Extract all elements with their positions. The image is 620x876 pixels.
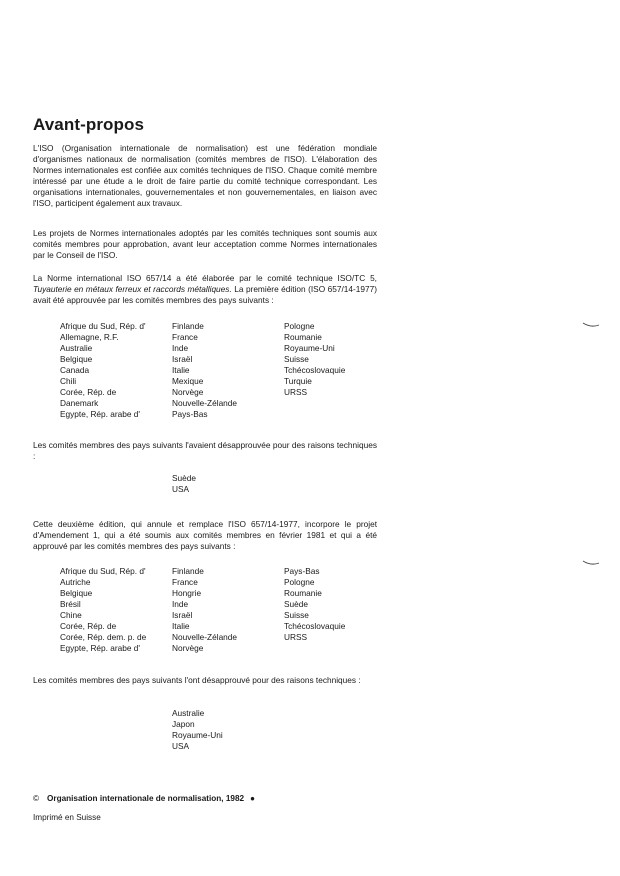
approvals-1-column-2 xyxy=(172,321,237,420)
paragraph-first-edition xyxy=(33,273,377,306)
country-name: Mexique xyxy=(172,376,204,386)
country-name: Brésil xyxy=(60,599,81,609)
country-name: Italie xyxy=(172,621,190,631)
paragraph-first-disapproval: Les comités membres des pays suivants l'avaient désapprouvée pour des raisons techniques : xyxy=(33,440,377,461)
country-name: Nouvelle-Zélande xyxy=(172,632,238,642)
country-name: Pologne xyxy=(284,577,315,587)
country-name: Hongrie xyxy=(172,588,202,598)
country-name: Belgique xyxy=(60,588,93,598)
committee-title: Tuyauterie en métaux ferreux et raccords métalliques. xyxy=(33,283,232,294)
country-name: Afrique du Sud, Rép. d' xyxy=(60,566,146,576)
paragraph-iso-intro: L'ISO (Organisation internationale de normalisation) est une fédération mondiale d'organismes nationaux de normalisation (comités membres de l'ISO). L'élaboration des Normes internationales est confiée aux comités techniques de l'ISO. Chaque comité membre intéressé par une étude a le droit de faire partie du comité technique correspondant. Les organisations internationales, gouvernementales et non gouvernementales, en liaison avec l'ISO, participent également aux travaux. xyxy=(33,143,377,208)
disapprovals-second-edition xyxy=(172,708,223,752)
country-name: France xyxy=(172,577,198,587)
country-name: URSS xyxy=(284,632,308,642)
country-name: Italie xyxy=(172,365,190,375)
margin-mark-icon xyxy=(582,560,600,566)
country-name: Canada xyxy=(60,365,90,375)
country-name: Roumanie xyxy=(284,332,322,342)
approvals-2-column-1 xyxy=(60,566,146,654)
first-edition-text-2: La première édition (ISO 657/14-1977) avait été approuvée par les comités membres des pays suivants : xyxy=(33,283,377,305)
country-name: Autriche xyxy=(60,577,91,587)
country-name: Chine xyxy=(60,610,82,620)
country-name: Japon xyxy=(172,719,195,729)
country-name: Tchécoslovaquie xyxy=(284,365,346,375)
copyright-text: Organisation internationale de normalisation, 1982 xyxy=(47,794,245,803)
country-name: Norvège xyxy=(172,387,204,397)
country-name: France xyxy=(172,332,198,342)
page-title: Avant-propos xyxy=(33,115,145,134)
country-name: Corée, Rép. de xyxy=(60,387,117,397)
country-name: Finlande xyxy=(172,566,204,576)
country-name: Royaume-Uni xyxy=(172,730,223,740)
country-name: Suisse xyxy=(284,610,309,620)
country-name: Nouvelle-Zélande xyxy=(172,398,238,408)
approvals-2-column-3 xyxy=(284,566,345,643)
paragraph-draft-approval: Les projets de Normes internationales adoptés par les comités techniques sont soumis aux comités membres pour approbation, avant leur acceptation comme Normes internationales par le Conseil de l'ISO. xyxy=(33,228,377,260)
country-name: Israël xyxy=(172,354,193,364)
country-name: Corée, Rép. de xyxy=(60,621,117,631)
country-name: Royaume-Uni xyxy=(284,343,335,353)
country-name: Egypte, Rép. arabe d' xyxy=(60,643,140,653)
country-name: Roumanie xyxy=(284,588,322,598)
country-name: Inde xyxy=(172,343,189,353)
margin-mark-icon xyxy=(582,322,600,328)
country-name: USA xyxy=(172,741,190,751)
approvals-1-column-1 xyxy=(60,321,146,420)
country-name: Turquie xyxy=(284,376,312,386)
first-edition-text-1: La Norme international ISO 657/14 a été élaborée par le comité technique ISO/TC 5, xyxy=(33,273,377,283)
country-name: Pays-Bas xyxy=(172,409,208,419)
copyright-line xyxy=(33,794,255,803)
printed-in-label: Imprimé en Suisse xyxy=(33,813,101,822)
country-name: Corée, Rép. dem. p. de xyxy=(60,632,147,642)
country-name: Suède xyxy=(172,473,196,483)
country-name: Inde xyxy=(172,599,189,609)
country-name: Allemagne, R.F. xyxy=(60,332,119,342)
country-name: Australie xyxy=(172,708,205,718)
country-name: Pays-Bas xyxy=(284,566,320,576)
disapprovals-first-edition xyxy=(172,473,196,495)
country-name: Chili xyxy=(60,376,77,386)
country-name: Suisse xyxy=(284,354,309,364)
paragraph-second-disapproval: Les comités membres des pays suivants l'ont désapprouvé pour des raisons techniques : xyxy=(33,675,361,685)
paragraph-second-edition: Cette deuxième édition, qui annule et remplace l'ISO 657/14-1977, incorpore le projet d'Amendement 1, qui a été soumis aux comités membres en février 1981 et qui a été approuvé par les comités membres des pays suivants : xyxy=(33,519,377,551)
country-name: Tchécoslovaquie xyxy=(284,621,346,631)
country-name: Norvège xyxy=(172,643,204,653)
country-name: Belgique xyxy=(60,354,93,364)
copyright-symbol: © xyxy=(33,794,40,803)
country-name: Israël xyxy=(172,610,193,620)
country-name: Suède xyxy=(284,599,308,609)
approvals-1-column-3 xyxy=(284,321,345,398)
country-name: Pologne xyxy=(284,321,315,331)
country-name: USA xyxy=(172,484,190,494)
approvals-2-column-2 xyxy=(172,566,237,654)
country-name: Finlande xyxy=(172,321,204,331)
country-name: Afrique du Sud, Rép. d' xyxy=(60,321,146,331)
country-name: URSS xyxy=(284,387,308,397)
country-name: Australie xyxy=(60,343,93,353)
country-name: Egypte, Rép. arabe d' xyxy=(60,409,140,419)
bullet-icon: ● xyxy=(250,794,256,803)
country-name: Danemark xyxy=(60,398,99,408)
